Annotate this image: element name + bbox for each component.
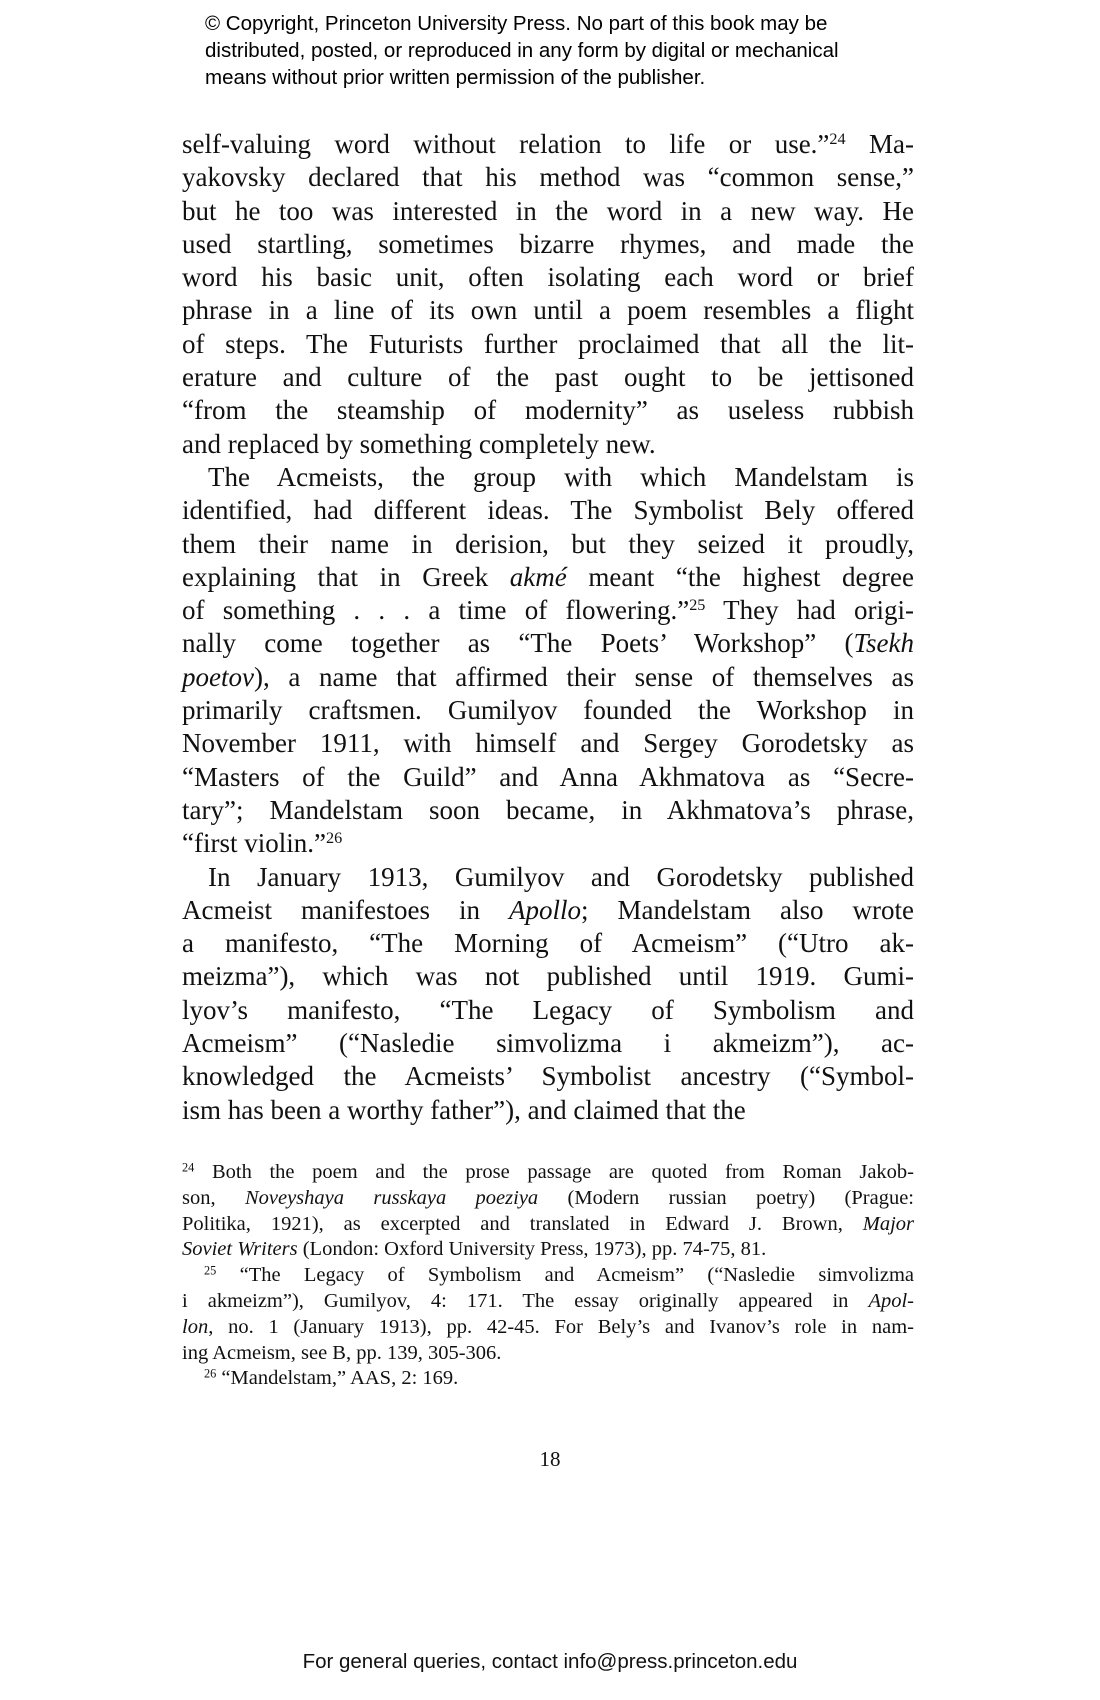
italic-text: Tsekh [853,628,914,659]
text-line: word his basic unit, often isolating each word or brief [182,262,914,293]
paragraph [182,461,914,861]
footnote-line: lon, no. 1 (January 1913), pp. 42-45. For Bely’s and Ivanov’s role in nam- [182,1315,914,1338]
text-line: poetov), a name that affirmed their sense of themselves as [182,661,914,692]
copyright-line: means without prior written permission of the publisher. [205,66,706,89]
footnote-line: $^{26}$ “Mandelstam,” AAS, 2: 169. [204,1366,459,1390]
italic-text: Apollo [509,894,581,925]
footnote-line: Soviet Writers (London: Oxford University Press, 1973), pp. 74-75, 81. [182,1238,767,1261]
text-line: yakovsky declared that his method was “common sense,” [182,162,914,193]
text-line: nally come together as “The Poets’ Workshop” (Tsekh [182,628,914,659]
footnote-line: son, Noveyshaya russkaya poeziya (Modern russian poetry) (Prague: [182,1186,914,1209]
body-text [182,128,914,1127]
italic-text: Noveyshaya russkaya poeziya [244,1186,539,1209]
italic-text: Apol- [868,1289,914,1312]
text-line: but he too was interested in the word in a new way. He [182,195,914,226]
text-line: November 1911, with himself and Sergey Gorodetsky as [182,728,914,759]
footnote-ref: 25 [689,596,706,615]
text-line: of something . . . a time of flowering.”$^{25}$ They had origi- [182,595,914,626]
text-line: and replaced by something completely new. [182,428,656,459]
italic-text: poetov [182,661,254,692]
footnote-ref: 24 [182,1160,195,1175]
footnote-line: ing Acmeism, see B, pp. 139, 305-306. [182,1341,502,1364]
footnote [182,1263,914,1366]
text-line: them their name in derision, but they seized it proudly, [182,528,914,559]
text-line: In January 1913, Gumilyov and Gorodetsky published [208,861,914,892]
text-line: tary”; Mandelstam soon became, in Akhmatova’s phrase, [182,794,914,825]
italic-text: lon [182,1315,209,1338]
italic-text: Soviet Writers [182,1238,298,1261]
text-line: phrase in a line of its own until a poem resembles a flight [182,295,914,326]
footnote-line: $^{25}$ “The Legacy of Symbolism and Acmeism” (“Nasledie simvolizma [204,1263,914,1287]
contact-footer: For general queries, contact info@press.princeton.edu [302,1650,798,1673]
copyright-notice [205,10,925,91]
text-line: a manifesto, “The Morning of Acmeism” (“Utro ak- [182,928,914,959]
text-line: identified, had different ideas. The Symbolist Bely offered [182,495,914,526]
footnote-ref: 26 [325,829,343,848]
text-line: Acmeist manifestoes in Apollo; Mandelstam also wrote [182,894,914,925]
footnote-ref: 25 [204,1263,217,1278]
footnote-line: i akmeizm”), Gumilyov, 4: 171. The essay originally appeared in Apol- [182,1289,914,1312]
text-line: ism has been a worthy father”), and claimed that the [182,1094,746,1125]
italic-text: Major [862,1212,914,1235]
italic-text: akmé [509,561,567,592]
text-line: primarily craftsmen. Gumilyov founded the Workshop in [182,695,914,726]
text-line: knowledged the Acmeists’ Symbolist ancestry (“Symbol- [182,1061,914,1092]
text-line: used startling, sometimes bizarre rhymes, and made the [182,228,914,259]
paragraph [182,861,914,1127]
footnote [182,1160,914,1263]
copyright-line: distributed, posted, or reproduced in any form by digital or mechanical [205,39,839,62]
text-line: erature and culture of the past ought to be jettisoned [182,362,914,393]
copyright-line: © Copyright, Princeton University Press. No part of this book may be [205,12,828,35]
footnote-line: $^{24}$ Both the poem and the prose passage are quoted from Roman Jakob- [182,1160,914,1183]
page-number: 18 [539,1447,561,1471]
text-line: “from the steamship of modernity” as useless rubbish [182,395,914,426]
text-line: “Masters of the Guild” and Anna Akhmatova as “Secre- [182,761,914,792]
text-line: explaining that in Greek akmé meant “the highest degree [182,561,914,592]
footnote-ref: 24 [829,130,846,149]
text-line: “first violin.”$^{26}$ [182,828,343,859]
text-line: The Acmeists, the group with which Mandelstam is [208,461,914,492]
text-line: Acmeism” (“Nasledie simvolizma i akmeizm”), ac- [182,1028,914,1059]
footnote [182,1366,914,1392]
text-line: self-valuing word without relation to life or use.”$^{24}$ Ma- [182,129,914,159]
text-line: lyov’s manifesto, “The Legacy of Symbolism and [182,994,914,1025]
text-line: meizma”), which was not published until 1919. Gumi- [182,961,914,992]
footnote-ref: 26 [204,1366,217,1381]
paragraph [182,128,914,461]
footnotes [182,1160,914,1392]
text-line: of steps. The Futurists further proclaimed that all the lit- [182,328,914,359]
footnote-line: Politika, 1921), as excerpted and translated in Edward J. Brown, Major [182,1212,914,1235]
